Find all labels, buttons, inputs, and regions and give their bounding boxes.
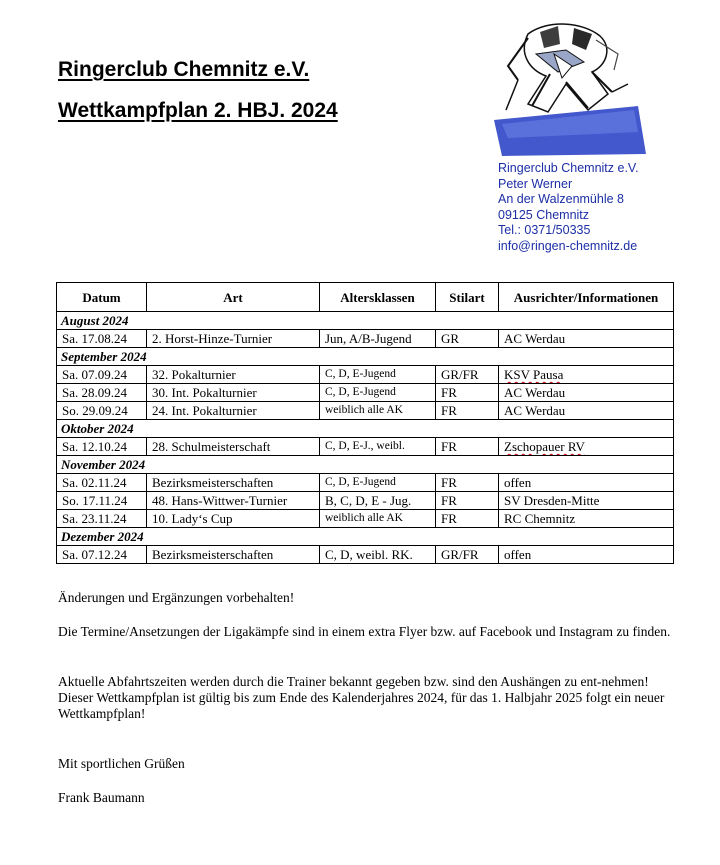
table-row — [57, 384, 674, 402]
cell-style: FR — [436, 474, 499, 492]
cell-age-class: C, D, E-Jugend — [320, 384, 436, 402]
cell-age-class: C, D, weibl. RK. — [320, 546, 436, 564]
cell-event: Bezirksmeisterschaften — [147, 474, 320, 492]
cell-date: So. 29.09.24 — [57, 402, 147, 420]
month-row — [57, 456, 674, 474]
cell-date: So. 17.11.24 — [57, 492, 147, 510]
cell-style: FR — [436, 438, 499, 456]
cell-date: Sa. 07.09.24 — [57, 366, 147, 384]
table-row — [57, 546, 674, 564]
cell-style: FR — [436, 492, 499, 510]
organizer-text: KSV Pausa — [504, 367, 564, 382]
wrestlers-logo-icon — [488, 14, 650, 160]
cell-organizer — [499, 366, 674, 384]
month-row — [57, 312, 674, 330]
cell-style: GR/FR — [436, 546, 499, 564]
cell-organizer: offen — [499, 546, 674, 564]
cell-organizer: RC Chemnitz — [499, 510, 674, 528]
cell-style: FR — [436, 384, 499, 402]
cell-event: 32. Pokalturnier — [147, 366, 320, 384]
cell-date: Sa. 17.08.24 — [57, 330, 147, 348]
cell-date: Sa. 02.11.24 — [57, 474, 147, 492]
cell-age-class: C, D, E-Jugend — [320, 366, 436, 384]
cell-date: Sa. 23.11.24 — [57, 510, 147, 528]
cell-organizer: AC Werdau — [499, 384, 674, 402]
cell-age-class: weiblich alle AK — [320, 510, 436, 528]
cell-organizer: offen — [499, 474, 674, 492]
column-header: Art — [147, 283, 320, 312]
address-line: 09125 Chemnitz — [498, 207, 590, 222]
month-label: Oktober 2024 — [57, 420, 674, 438]
column-header: Stilart — [436, 283, 499, 312]
organizer-text: Zschopauer RV — [504, 439, 585, 454]
cell-organizer: AC Werdau — [499, 402, 674, 420]
column-header: Ausrichter/Informationen — [499, 283, 674, 312]
table-row — [57, 492, 674, 510]
cell-style: GR — [436, 330, 499, 348]
cell-organizer — [499, 438, 674, 456]
cell-organizer: SV Dresden-Mitte — [499, 492, 674, 510]
table-row — [57, 330, 674, 348]
address-line: Ringerclub Chemnitz e.V. — [498, 161, 639, 175]
month-label: September 2024 — [57, 348, 674, 366]
address-line: An der Walzenmühle 8 — [498, 192, 624, 207]
departure-info-text: Aktuelle Abfahrtszeiten werden durch die Trainer bekannt gegeben bzw. sind den Aushängen zu ent-nehmen! Dieser Wettkampfplan ist gültig bis zum Ende des Kalenderjahres 2024, für das 1. Halbjahr 2025 folgt ein neuer Wettkampfplan! — [58, 674, 665, 721]
plan-title: Wettkampfplan 2. HBJ. 2024 — [58, 99, 338, 122]
cell-event: Bezirksmeisterschaften — [147, 546, 320, 564]
table-row — [57, 474, 674, 492]
club-title: Ringerclub Chemnitz e.V. — [58, 58, 310, 81]
greeting-text: Mit sportlichen Grüßen — [58, 756, 185, 771]
cell-event: 48. Hans-Wittwer-Turnier — [147, 492, 320, 510]
cell-style: FR — [436, 402, 499, 420]
cell-style: GR/FR — [436, 366, 499, 384]
cell-date: Sa. 28.09.24 — [57, 384, 147, 402]
cell-date: Sa. 12.10.24 — [57, 438, 147, 456]
cell-date: Sa. 07.12.24 — [57, 546, 147, 564]
cell-style: FR — [436, 510, 499, 528]
cell-event: 30. Int. Pokalturnier — [147, 384, 320, 402]
cell-age-class: C, D, E-J., weibl. — [320, 438, 436, 456]
column-header: Datum — [57, 283, 147, 312]
club-address — [498, 161, 639, 255]
cell-event: 2. Horst-Hinze-Turnier — [147, 330, 320, 348]
table-header-row — [57, 283, 674, 312]
month-row — [57, 348, 674, 366]
month-row — [57, 420, 674, 438]
address-line: Peter Werner — [498, 176, 573, 191]
month-label: November 2024 — [57, 456, 674, 474]
cell-age-class: Jun, A/B-Jugend — [320, 330, 436, 348]
month-label: August 2024 — [57, 312, 674, 330]
cell-event: 28. Schulmeisterschaft — [147, 438, 320, 456]
signature-name: Frank Baumann — [58, 790, 145, 805]
month-row — [57, 528, 674, 546]
cell-organizer: AC Werdau — [499, 330, 674, 348]
cell-event: 10. Lady‘s Cup — [147, 510, 320, 528]
table-row — [57, 366, 674, 384]
table-row — [57, 438, 674, 456]
column-header: Altersklassen — [320, 283, 436, 312]
league-info-text: Die Termine/Ansetzungen der Ligakämpfe sind in einem extra Flyer bzw. auf Facebook und Instagram zu finden. — [58, 624, 671, 639]
cell-event: 24. Int. Pokalturnier — [147, 402, 320, 420]
month-label: Dezember 2024 — [57, 528, 674, 546]
cell-age-class: B, C, D, E - Jug. — [320, 492, 436, 510]
table-row — [57, 402, 674, 420]
competition-table — [56, 282, 674, 564]
cell-age-class: C, D, E-Jugend — [320, 474, 436, 492]
address-email: info@ringen-chemnitz.de — [498, 238, 638, 253]
address-line: Tel.: 0371/50335 — [498, 223, 591, 238]
cell-age-class: weiblich alle AK — [320, 402, 436, 420]
table-row — [57, 510, 674, 528]
disclaimer-text: Änderungen und Ergänzungen vorbehalten! — [58, 590, 295, 605]
